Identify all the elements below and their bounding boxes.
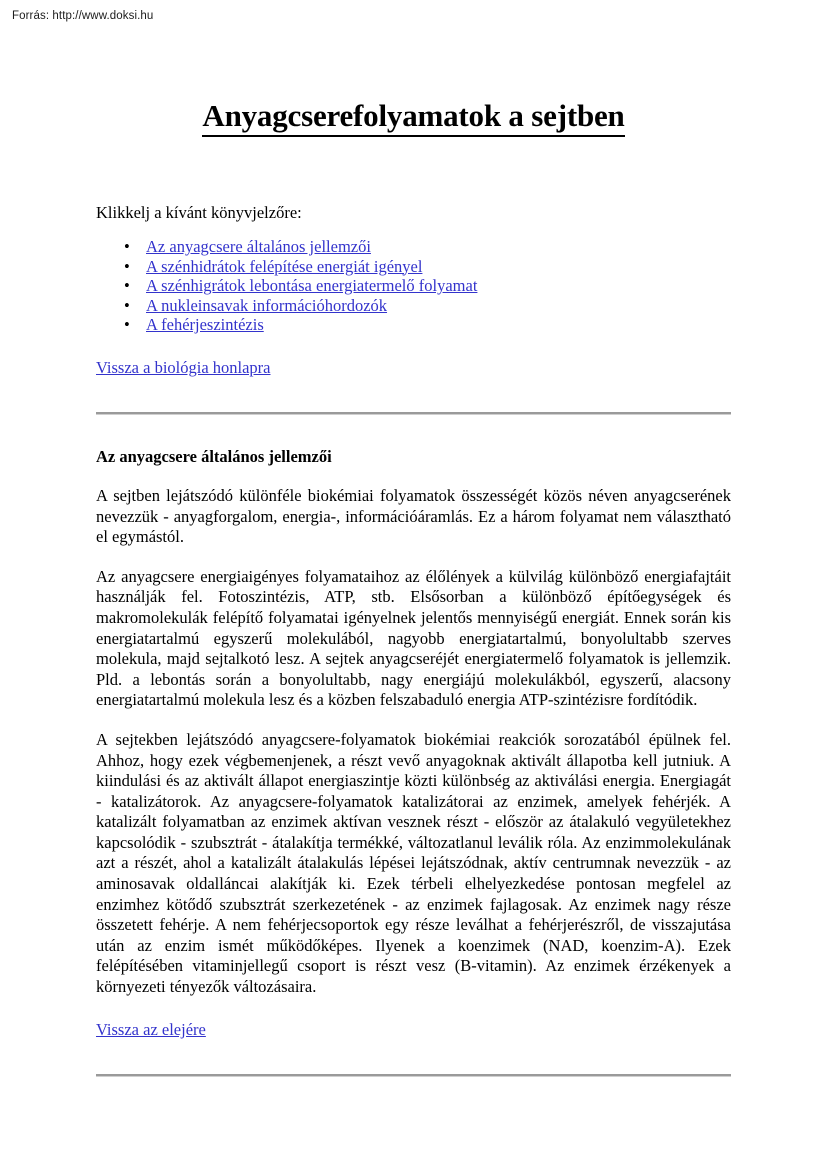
bookmark-list	[96, 223, 731, 335]
divider-bottom-wrapper	[96, 1040, 731, 1077]
list-item	[96, 296, 731, 316]
list-item	[96, 315, 731, 335]
bookmark-instruction: Klikkelj a kívánt könyvjelzőre:	[96, 203, 302, 222]
section-paragraph-1: A sejtben lejátszódó különféle biokémiai folyamatok összességét közös néven anyagcserének nevezzük - anyagforgalom, energia-, információáramlás. Ez a három folyamat nem választható el egymástól.	[96, 485, 731, 547]
document-page	[96, 0, 731, 1077]
bullet-icon: •	[124, 276, 130, 296]
bookmark-link-carbohydrate-synthesis[interactable]: A szénhidrátok felépítése energiát igényel	[146, 256, 423, 276]
bullet-icon: •	[124, 237, 130, 256]
back-to-biology-paragraph	[96, 335, 731, 378]
bookmark-link-protein-synthesis[interactable]: A fehérjeszintézis	[146, 315, 264, 335]
source-watermark: Forrás: http://www.doksi.hu	[12, 10, 154, 22]
bookmark-link-general-characteristics[interactable]: Az anyagcsere általános jellemzői	[146, 237, 371, 256]
bookmark-link-nucleic-acids[interactable]: A nukleinsavak információhordozók	[146, 295, 388, 315]
divider-top-wrapper	[96, 378, 731, 415]
bullet-icon: •	[124, 256, 130, 276]
bookmark-link-carbohydrate-breakdown[interactable]: A szénhigrátok lebontása energiatermelő folyamat	[146, 276, 478, 296]
list-item	[96, 276, 731, 296]
list-item	[96, 237, 731, 257]
back-to-biology-link[interactable]: Vissza a biológia honlapra	[96, 357, 271, 377]
section-heading-general-characteristics: Az anyagcsere általános jellemzői	[96, 446, 332, 466]
back-to-top-paragraph	[96, 998, 731, 1040]
page-title-text: Anyagcserefolyamatok a sejtben	[202, 98, 624, 137]
bullet-icon: •	[124, 315, 130, 335]
page-title	[96, 0, 731, 137]
bullet-icon: •	[124, 295, 130, 315]
horizontal-rule-bottom	[96, 1074, 731, 1077]
section-paragraph-2: Az anyagcsere energiaigényes folyamataihoz az élőlények a külvilág különböző energiafajtáit használják fel. Fotoszintézis, ATP, stb. Elsősorban a különböző építőegységek és makromolekulák felépítő folyamatai igényelnek jelentős mennyiségű energiát. Ennek során kis energiatartalmú egyszerű molekulából, nagyobb energiatartalmú, bonyolultabb szerves molekula, majd sejtalkotó lesz. A sejtek anyagcseréjét energiatermelő folyamatok is jellemzik. Pld. a lebontás során a bonyolultabb, nagy energiájú molekulákból, egyszerű, alacsony energiatartalmú molekula lesz és a közben felszabaduló energia ATP-szintézisre fordítódik.	[96, 566, 731, 710]
section-paragraph-3: A sejtekben lejátszódó anyagcsere-folyamatok biokémiai reakciók sorozatából épülnek fel. Ahhoz, hogy ezek végbemenjenek, a részt vevő anyagoknak aktivált állapotba kell jutniuk. A kiindulási és az aktivált állapot energiaszintje közti különbség az aktiválási energia. Energiagát - katalizátorok. Az anyagcsere-folyamatok katalizátorai az enzimek, amelyek fehérjék. A katalizált folyamatban az enzimek aktívan vesznek részt - először az átalakuló vegyületekhez kapcsolódik - szubsztrát - átalakítja termékké, változatlanul leválik róla. Az enzimmolekulának azt a részét, ahol a katalizált átalakulás lépései lejátszódnak, aktív centrumnak nevezzük - az aminosavak oldalláncai alakítják ki. Ezek térbeli elhelyezkedése pontosan megfelel az enzimhez kötődő szubsztrát szerkezetének - az enzimek fajlagosak. Az enzimek nagy része összetett fehérje. A nem fehérjecsoportok egy része leválhat a fehérjerészről, de visszajutása után az enzim ismét működőképes. Ilyenek a koenzimek (NAD, koenzim-A). Ezek felépítésében vitaminjellegű csoport is részt vesz (B-vitamin). Az enzimek érzékenyek a környezeti tényezők változásaira.	[96, 729, 731, 997]
back-to-top-link[interactable]: Vissza az elejére	[96, 1019, 206, 1039]
list-item	[96, 257, 731, 277]
